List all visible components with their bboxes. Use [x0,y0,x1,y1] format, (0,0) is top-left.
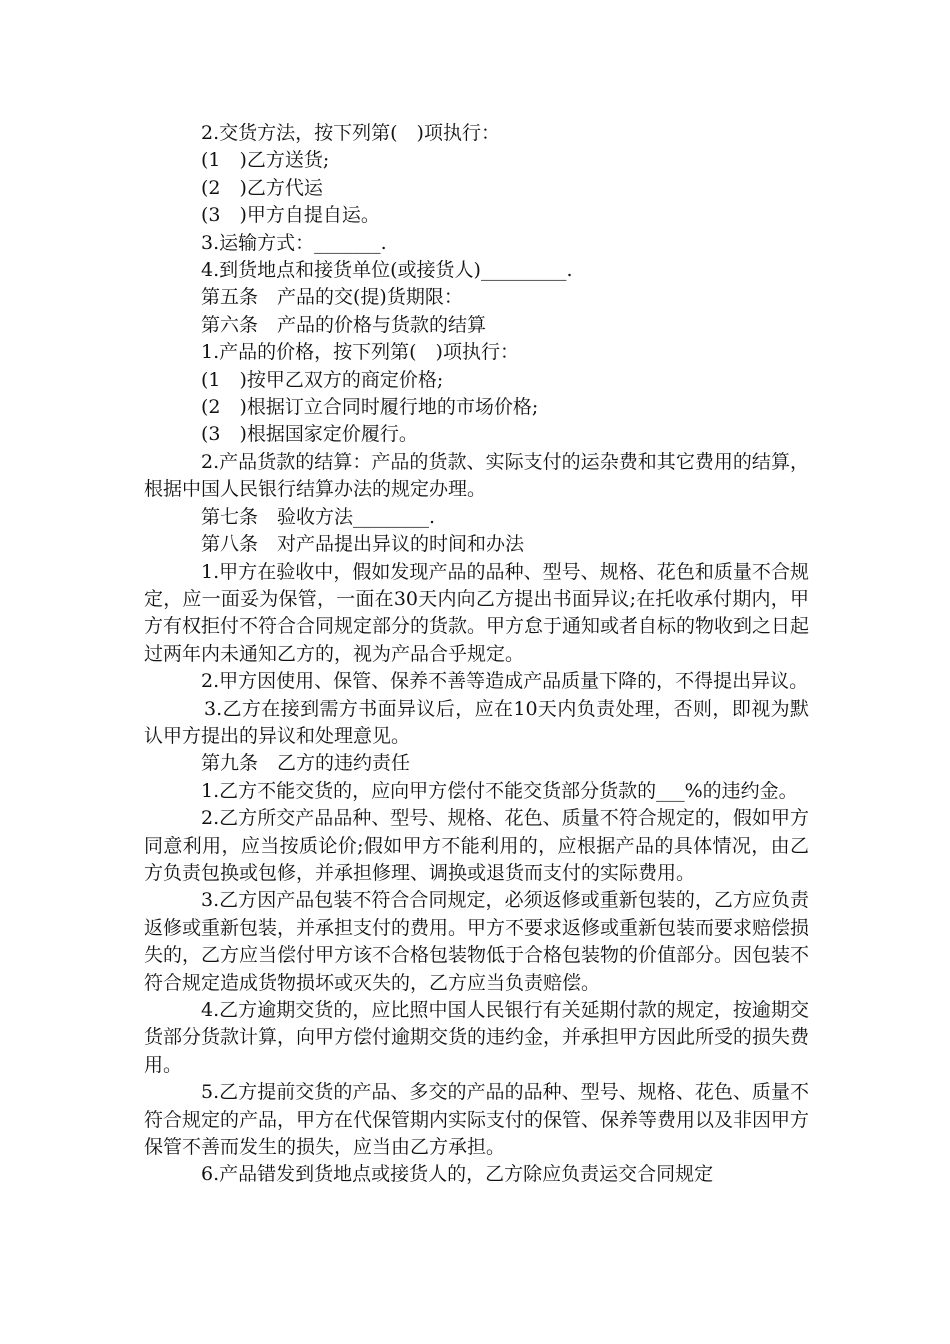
paragraph: (1 )按甲乙双方的商定价格; [201,368,444,391]
section-heading: 第七条 验收方法________. [201,505,436,528]
paragraph: 2.甲方因使用、保管、保养不善等造成产品质量下降的，不得提出异议。 [201,670,809,693]
paragraph: 4.乙方逾期交货的，应比照中国人民银行有关延期付款的规定，按逾期交货部分货款计算，向甲方偿付逾期交货的违约金，并承担甲方因此所受的损失费用。 [144,999,810,1076]
paragraph: (2 )根据订立合同时履行地的市场价格; [201,396,539,419]
paragraph: 4.到货地点和接货单位(或接货人)_________. [201,259,573,282]
section-heading: 第六条 产品的价格与货款的结算 [201,313,487,336]
document-body [144,120,809,1189]
paragraph: 3.乙方在接到需方书面异议后，应在10天内负责处理，否则，即视为默认甲方提出的异议和处理意见。 [144,697,809,747]
paragraph: 6.产品错发到货地点或接货人的，乙方除应负责运交合同规定 [201,1163,714,1186]
paragraph: (2 )乙方代运 [201,176,323,199]
paragraph: 2.交货方法，按下列第( )项执行： [201,122,500,144]
paragraph: 1.产品的价格，按下列第( )项执行： [201,341,519,364]
section-heading: 第八条 对产品提出异议的时间和办法 [201,533,525,556]
section-heading: 第五条 产品的交(提)货期限： [201,286,463,309]
paragraph: 1.乙方不能交货的，应向甲方偿付不能交货部分货款的___%的违约金。 [201,779,798,802]
paragraph: 5.乙方提前交货的产品、多交的产品的品种、型号、规格、花色、质量不符合规定的产品，甲方在代保管期内实际支付的保管、保养等费用以及非因甲方保管不善而发生的损失，应当由乙方承担。 [144,1081,810,1159]
paragraph: 2.产品货款的结算：产品的货款、实际支付的运杂费和其它费用的结算，根据中国人民银行结算办法的规定办理。 [144,450,809,501]
paragraph: 3.运输方式：_______. [201,231,387,254]
section-heading: 第九条 乙方的违约责任 [201,752,411,775]
paragraph: 3.乙方因产品包装不符合合同规定，必须返修或重新包装的，乙方应负责返修或重新包装，并承担支付的费用。甲方不要求返修或重新包装而要求赔偿损失的，乙方应当偿付甲方该不合格包装物低于合格包装物的价值部分。因包装不符合规定造成货物损坏或灭失的，乙方应当负责赔偿。 [144,889,810,994]
paragraph: 2.乙方所交产品品种、型号、规格、花色、质量不符合规定的，假如甲方同意利用，应当按质论价;假如甲方不能利用的，应根据产品的具体情况，由乙方负责包换或包修，并承担修理、调换或退货而支付的实际费用。 [144,807,809,884]
paragraph: (3 )根据国家定价履行。 [201,423,418,446]
paragraph: (3 )甲方自提自运。 [201,204,380,227]
paragraph: 1.甲方在验收中，假如发现产品的品种、型号、规格、花色和质量不合规定，应一面妥为保管，一面在30天内向乙方提出书面异议;在托收承付期内，甲方有权拒付不符合合同规定部分的货款。甲方怠于通知或者自标的物收到之日起过两年内未通知乙方的，视为产品合乎规定。 [144,560,810,665]
paragraph: (1 )乙方送货; [201,149,330,172]
